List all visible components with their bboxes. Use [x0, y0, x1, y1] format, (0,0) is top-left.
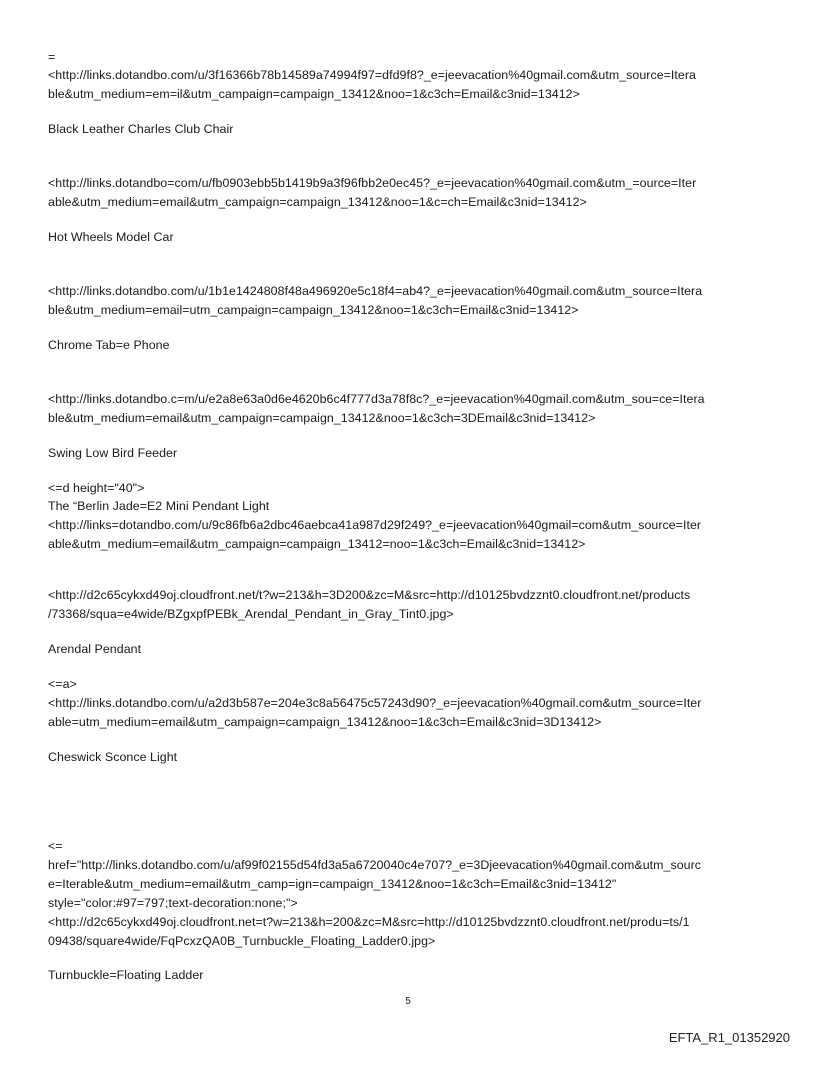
product-name: The “Berlin Jade=E2 Mini Pendant Light	[48, 499, 270, 513]
page-number: 5	[405, 996, 411, 1007]
html-fragment-line: <=d height="40">	[48, 481, 145, 495]
link-url-line: e=Iterable&utm_medium=email&utm_camp=ign=campaign_13412&noo=1&c3ch=Email&c3nid=13412"	[48, 877, 617, 891]
product-name: Turnbuckle=Floating Ladder	[48, 968, 204, 982]
link-url-line: ble&utm_medium=em=il&utm_campaign=campaign_13412&noo=1&c3ch=Email&c3nid=13412>	[48, 87, 580, 101]
link-url-line: <http://links.dotandbo.c=m/u/e2a8e63a0d6e4620b6c4f777d3a78f8c?_e=jeevacation%40gmail.com&utm_sou=ce=Itera	[48, 392, 705, 406]
product-name: Arendal Pendant	[48, 642, 142, 656]
link-url-line: able=utm_medium=email&utm_campaign=campaign_13412&noo=1&c3ch=Email&c3nid=3D13412>	[48, 715, 602, 729]
product-name: Chrome Tab=e Phone	[48, 338, 170, 352]
product-name: Swing Low Bird Feeder	[48, 446, 178, 460]
image-url-line: <http://d2c65cykxd49oj.cloudfront.net=t?w=213&h=200&zc=M&src=http://d10125bvdzznt0.cloudfront.net/produ=ts/1	[48, 915, 690, 929]
link-url-line: <http://links.dotandbo=com/u/fb0903ebb5b1419b9a3f96fbb2e0ec45?_e=jeevacation%40gmail.com&utm_=ource=Iter	[48, 176, 697, 190]
html-fragment-line: <=	[48, 839, 63, 853]
link-url-line: <http://links=dotandbo.com/u/9c86fb6a2dbc46aebca41a987d29f249?_e=jeevacation%40gmail=com&utm_source=Iter	[48, 518, 702, 532]
document-id: EFTA_R1_01352920	[668, 1030, 790, 1045]
link-url-line: ble&utm_medium=email=utm_campaign=campaign_13412&noo=1&c3ch=Email&c3nid=13412>	[48, 303, 579, 317]
link-url-line: able&utm_medium=email&utm_campaign=campaign_13412&noo=1&c=ch=Email&c3nid=13412>	[48, 195, 587, 209]
product-name: Hot Wheels Model Car	[48, 230, 174, 244]
link-url-line: ble&utm_medium=email&utm_campaign=campaign_13412&noo=1&c3ch=3DEmail&c3nid=13412>	[48, 411, 596, 425]
image-url-line: <http://d2c65cykxd49oj.cloudfront.net/t?w=213&h=3D200&zc=M&src=http://d10125bvdzznt0.cloudfront.net/products	[48, 588, 691, 602]
image-url-line: 09438/square4wide/FqPcxzQA0B_Turnbuckle_Floating_Ladder0.jpg>	[48, 934, 436, 948]
image-url-line: /73368/squa=e4wide/BZgxpfPEBk_Arendal_Pendant_in_Gray_Tint0.jpg>	[48, 607, 454, 621]
link-url-line: <http://links.dotandbo.com/u/1b1e1424808f48a496920e5c18f4=ab4?_e=jeevacation%40gmail.com&utm_source=Itera	[48, 284, 703, 298]
link-url-line: <http://links.dotandbo.com/u/3f16366b78b14589a74994f97=dfd9f8?_e=jeevacation%40gmail.com&utm_source=Itera	[48, 68, 696, 82]
product-name: Black Leather Charles Club Chair	[48, 122, 234, 136]
html-fragment-line: style="color:#97=797;text-decoration:none;">	[48, 896, 298, 910]
product-name: Cheswick Sconce Light	[48, 750, 178, 764]
link-url-line: <http://links.dotandbo.com/u/a2d3b587e=204e3c8a56475c57243d90?_e=jeevacation%40gmail.com&utm_source=Iter	[48, 696, 702, 710]
html-fragment-line: <=a>	[48, 677, 77, 691]
link-url-line: able&utm_medium=email&utm_campaign=campaign_13412=noo=1&c3ch=Email&c3nid=13412>	[48, 537, 586, 551]
link-url-line: href="http://links.dotandbo.com/u/af99f02155d54fd3a5a6720040c4e707?_e=3Djeevacation%40gmail.com&utm_sourc	[48, 858, 702, 872]
text-line: =	[48, 50, 56, 64]
